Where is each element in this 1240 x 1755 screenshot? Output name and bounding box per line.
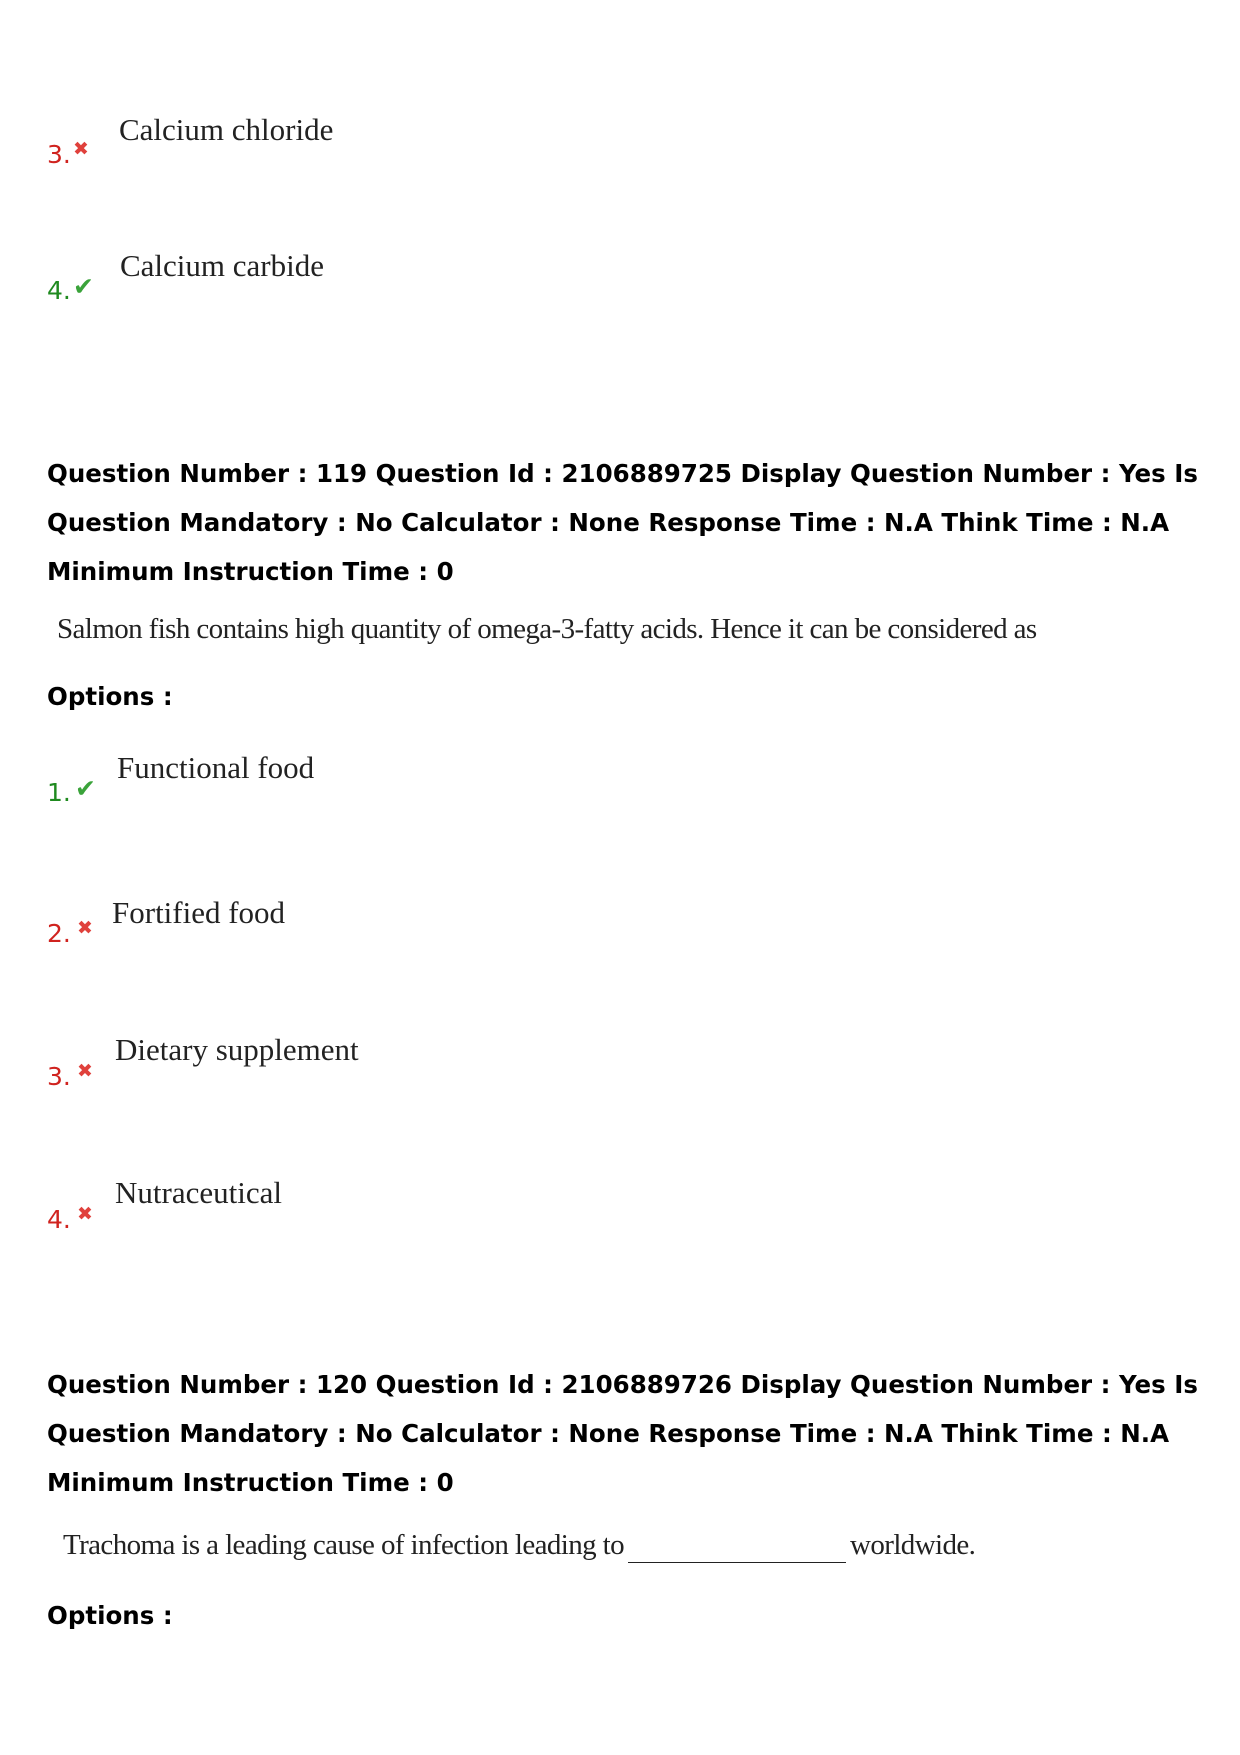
q119-option-3: [47, 1032, 747, 1122]
question-120-text-end: worldwide.: [850, 1529, 976, 1561]
question-120-text: [63, 1527, 975, 1563]
option-number: 4.: [47, 1205, 71, 1234]
option-number: 3.: [47, 1062, 71, 1091]
cross-icon: ✖: [73, 138, 89, 160]
option-number: 1.: [47, 778, 71, 807]
question-120-options-label: Options :: [47, 1601, 173, 1630]
prev-option-4: [47, 248, 747, 326]
option-text: Dietary supplement: [115, 1032, 359, 1067]
question-120-header: Question Number : 120 Question Id : 2106889726 Display Question Number : Yes Is Question Mandatory : No Calculator : None Response Time : N.A Think Time : N.A Minimum Instruction Time : 0: [47, 1370, 1198, 1497]
question-119-text: Salmon fish contains high quantity of omega-3-fatty acids. Hence it can be considered as: [57, 613, 1037, 645]
option-text: Functional food: [117, 750, 315, 785]
option-text: Calcium carbide: [120, 248, 324, 283]
option-text: Fortified food: [112, 895, 286, 930]
option-number: 2.: [47, 919, 71, 948]
check-icon: ✔: [73, 272, 94, 301]
q119-option-1: [47, 750, 747, 838]
prev-option-3: [47, 112, 747, 190]
option-number: 3.: [47, 140, 71, 169]
question-119-options-label: Options :: [47, 682, 173, 711]
check-icon: ✔: [75, 774, 96, 803]
option-number: 4.: [47, 276, 71, 305]
cross-icon: ✖: [77, 917, 93, 939]
cross-icon: ✖: [77, 1203, 93, 1225]
option-text: Calcium chloride: [119, 112, 334, 147]
option-text: Nutraceutical: [115, 1175, 282, 1210]
q119-option-4: [47, 1175, 747, 1265]
cross-icon: ✖: [77, 1060, 93, 1082]
question-119-header: Question Number : 119 Question Id : 2106889725 Display Question Number : Yes Is Question Mandatory : No Calculator : None Response Time : N.A Think Time : N.A Minimum Instruction Time : 0: [47, 459, 1198, 586]
question-120-text-start: Trachoma is a leading cause of infection leading to: [63, 1529, 625, 1561]
q119-option-2: [47, 895, 747, 979]
answer-blank: [628, 1532, 846, 1563]
